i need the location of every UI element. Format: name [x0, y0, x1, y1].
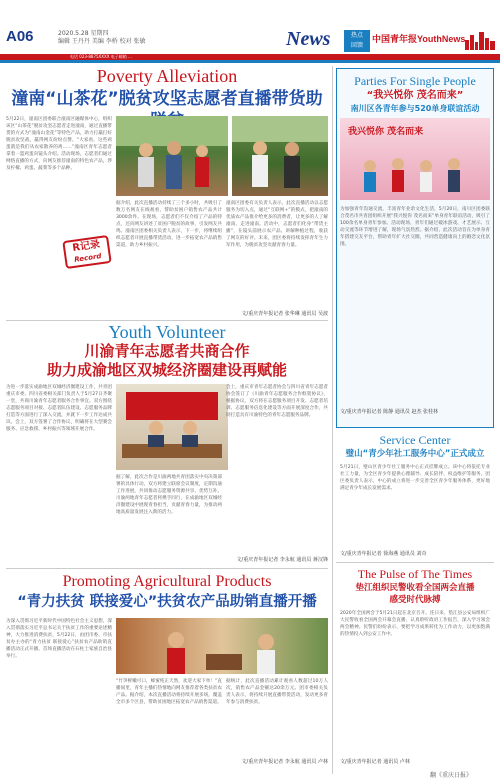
right-divider [336, 562, 494, 563]
article2-body-mid: 据了解，此次合作是川渝两地共青团落实中央决策部署的具体行动。双方将建立联席会议制度，定期沟通工作进展，共同推动志愿服务资源共享、优势互补。川渝两地青年志愿者将携手同行，在成渝地区双城经济圈建设中展现青春担当，贡献青春力量，为推动两地高质量发展注入新的活力。 [116, 475, 222, 515]
continue-note: 翻《重庆日报》 [430, 772, 473, 779]
livestream-illustration [116, 618, 328, 674]
page-header [0, 0, 500, 62]
article1-en-title: Poverty Alleviation [96, 66, 238, 86]
contact-line: 电话 023-8875XXXX 电子邮箱 ... [70, 54, 132, 59]
meeting-illustration [116, 384, 228, 470]
article3-photo-livestream [116, 618, 328, 674]
article2-en-title: Youth Volunteer [108, 322, 226, 342]
article-youth-volunteer [6, 322, 328, 380]
people-illustration [116, 116, 228, 196]
section-badge [344, 30, 370, 52]
section-divider [6, 320, 328, 321]
right1-title-line1: “我兴悦你 茂名而来” [366, 90, 464, 101]
right3-title-line2: 感受时代脉搏 [389, 595, 441, 605]
article1-body-left-cont [6, 272, 112, 308]
right2-byline: 文/重庆青年报记者 徐海燕 通讯员 刘奇 [340, 551, 427, 557]
right1-byline: 文/重庆青年报记者 陈静 通讯员 赵杰 张桂林 [340, 409, 439, 415]
right3-body: 2020年全国两会于5月21日起在北京召开。连日来，垫江县公安局组织广大民警收看全国两会开幕会直播，认真聆听政府工作报告，深入学习领会两会精神。民警们纷纷表示，要把学习成果转化为工作动力，以更加饱满的热情投入到公安工作中。 [340, 611, 490, 637]
article2-title-line1: 川渝青年志愿者共商合作 [84, 342, 250, 360]
stamp-zh: R记录 [71, 239, 101, 254]
right2-title: 璧山“青少年社工服务中心”正式成立 [345, 449, 485, 459]
article1-title: 潼南“山茶花”脱贫攻坚志愿者直播带货助 [11, 89, 323, 109]
right3-byline: 文/重庆青年报记者 通讯员 卢林 [340, 759, 410, 765]
article3-byline: 文/重庆青年报记者 李永航 通讯员 卢林 [241, 759, 328, 765]
section-badge-line1: 热点 [350, 32, 363, 39]
article1-body-right: 潼南区团委有关负责人表示，此次直播活动以志愿服务为切入点，通过“互联网+”的模式，把潼南的优质农产品推介给更多的消费者，让更多的人了解潼南、走进潼南。活动中，志愿者们化身“带货主播”，在镜头前展示农产品、讲解种植过程，收获了网友的好评。未来，团区委将持续发挥青年生力军作用，为脱贫攻坚贡献青春力量。 [226, 201, 328, 248]
page-number: A06 [6, 28, 34, 45]
right2-en-title: Service Center [379, 433, 451, 447]
right1-en-title: Parties For Single People [354, 74, 476, 88]
date-line [58, 30, 188, 46]
brand-logo: 中国青年报YouthNews [372, 34, 466, 44]
article1-photo-field [232, 116, 328, 196]
article2-title-line2: 助力成渝地区双城经济圈建设再赋能 [46, 361, 287, 379]
article3-body-right: 据统计，此次直播活动累计观看人数超过10万人次，销售农产品金额达20余万元。团市委相关负责人表示，将持续开展直播带货活动，发动更多青年参与消费扶贫。 [226, 679, 328, 705]
article1-body-mid: 据介绍，此次直播活动持续了三个多小时，共吸引了数万名网友在线观看，帮助贫困户销售农产品共计3000余件。在现场，志愿者们不仅介绍了产品的特点，还向网友讲述了贫困户脱贫的故事，引发网友共鸣。潼南区团委相关负责人表示，下一步，将继续组织志愿者开展直播带货活动，进一步拓宽农产品销售渠道，助力乡村振兴。 [116, 201, 222, 248]
article3-en-title: Promoting Agricultural Products [62, 573, 272, 590]
right1-body: 为加强青年沟通交流，丰富青年业余文化生活，5月20日，南川区团委联合茂名市共青团组织开展“我兴悦你 茂名而来”单身青年联谊活动，吸引了100余名单身青年参加。活动现场，青年们通过破冰游戏、才艺展示、互动交流等环节增进了解，现场气氛热烈。据介绍，此次活动旨在为单身青年搭建交友平台，帮助青年扩大社交圈，共同营造健康向上的婚恋文化氛围。 [340, 207, 490, 247]
article2-body-right: 会上，重庆市青年志愿者协会与四川省青年志愿者协会签订了《川渝青年志愿服务合作框架协议》，根据协议，双方将在志愿服务项目开发、志愿者培训、志愿服务信息化建设等方面开展深度合作，共同打造具有川渝特色的青年志愿服务品牌。 [226, 385, 328, 418]
article1-photo-livestream [116, 116, 228, 196]
news-wordmark: News [286, 28, 331, 50]
article2-body-left: 为进一步落实成渝地区双城经济圈建设工作，共青团重庆市委、四川省委相关部门负责人于5月27日齐聚一堂，共商川渝青年志愿者服务合作事宜。双方围绕志愿服务项目对接、志愿者队伍建设、志愿服务品牌打造等方面进行了深入交流，并就下一步工作达成共识。会上，双方签署了合作协议，明确将在大型赛会服务、应急救援、乡村振兴等领域开展合作。 [6, 385, 112, 432]
right1-photo-event [340, 118, 490, 200]
column-divider [332, 66, 333, 774]
stamp-en: Record [73, 252, 102, 264]
article2-photo-meeting [116, 384, 228, 470]
skyline-icon [465, 30, 495, 50]
article1-body-left: 5月22日，潼南区团委联合潼南区融媒体中心，组织该区“山茶花”脱贫攻坚志愿者走进潼南，通过直播带货的方式为“潼南山金花”等特色产品，助力打赢打好脱贫攻坚战，赢得网友纷纷点赞。“大家看，这些鸡蛋就是我们从农家散养的鸡……”潼南区青年志愿者拿着一篮鸡蛋向镜头介绍。活动现场，志愿者们通过网络直播的方式，向网友推荐潼南的特色农产品，涉及柠檬、鸡蛋、蔬菜等多个品种。 [6, 117, 112, 171]
right3-en-title: The Pulse of The Times [357, 567, 473, 581]
right2-body: 5月21日，璧山区青少年社工服务中心正式挂牌成立。该中心将依托专业社工力量，为全区青少年提供心理辅导、成长陪伴、权益维护等服务。团区委负责人表示，中心的成立将进一步完善全区青少年服务体系，更好地满足青少年成长发展需求。 [340, 465, 490, 491]
article3-body-left: 为深入贯彻习近平新时代中国特色社会主义思想，深入贯彻落实习近平总书记关于扶贫工作的重要论述精神，大力推进消费扶贫，5月22日，由团市委、市扶贫办主办的“青力扶贫 联接爱心”扶贫农产品助销直播活动正式开播。首场直播活动在石柱土家族自治县举行。 [6, 619, 112, 659]
issue-date: 2020.5.28 星期四 [58, 30, 109, 37]
article1-byline: 文/重庆青年报记者 张华琳 通讯员 吴波 [241, 311, 328, 317]
right1-title-line2: 南川区各青年参与520单身联谊活动 [350, 104, 480, 113]
section-divider-2 [6, 568, 328, 569]
article3-title: “青力扶贫 联接爱心”扶贫农产品助销直播开播 [17, 594, 317, 610]
header-blue-bar [0, 60, 500, 63]
article2-body-left-cont [6, 528, 112, 554]
article2-byline: 文/重庆青年报记者 李永航 通讯员 蒋汉锋 [236, 557, 328, 563]
article-agri-products [6, 572, 328, 612]
article3-body-mid: “竹笋鲜嫩可口，蜂蜜纯正天然，欢迎大家下单！”直播间里，青年主播们热情地向网友推荐着各类扶贫农产品。据介绍，本次直播活动将持续开展多场，覆盖全市多个区县，帮助贫困地区拓宽农产品销售渠道。 [116, 679, 222, 705]
editor-line: 编辑 王丹丹 美编 李桥 校对 张敏 [58, 38, 146, 45]
section-badge-line2: 回馈 [350, 42, 363, 49]
photo-banner-text: 我兴悦你 茂名而来 [348, 127, 424, 137]
right3-title-line1: 垫江组织民警收看全国两会直播 [355, 583, 475, 593]
people-illustration-2 [232, 116, 328, 196]
